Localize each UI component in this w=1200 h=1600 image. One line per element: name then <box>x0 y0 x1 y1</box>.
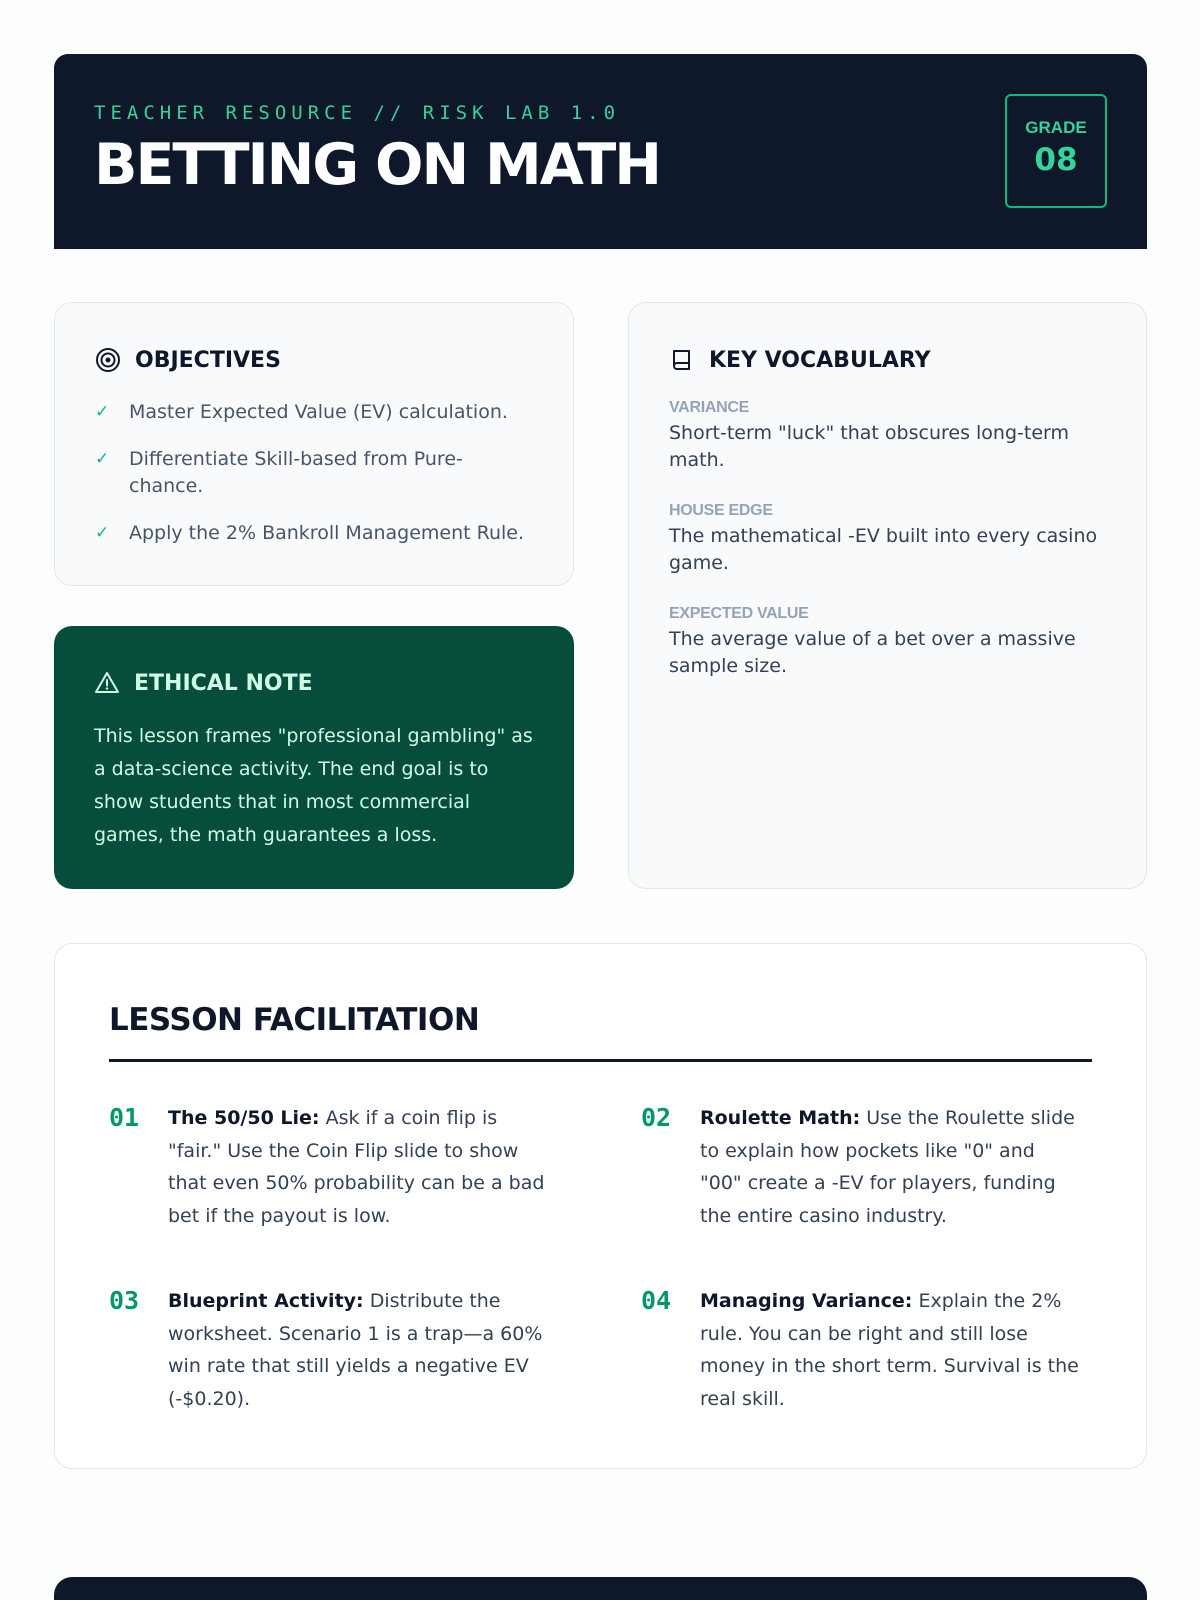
step-body: Distribute the worksheet. Scenario 1 is a trap—a 60% win rate that still yields a negative EV (-$0.20). <box>168 1290 543 1410</box>
step-number: 01 <box>109 1103 140 1132</box>
objectives-list <box>95 399 543 567</box>
step-number: 02 <box>641 1103 672 1132</box>
target-icon <box>95 347 121 373</box>
step-heading: Blueprint Activity: <box>168 1290 364 1312</box>
list-item <box>95 399 543 426</box>
grade-badge <box>1005 94 1107 208</box>
lesson-step <box>109 1102 549 1232</box>
objectives-card <box>54 302 574 586</box>
vocabulary-term: HOUSE EDGE <box>669 502 773 519</box>
objective-text: Differentiate Skill-based from Pure-chance. <box>129 448 463 497</box>
lesson-step <box>109 1285 549 1415</box>
check-icon: ✓ <box>95 449 110 469</box>
lesson-facilitation-card <box>54 943 1147 1469</box>
step-text <box>700 1285 1081 1415</box>
objective-text: Apply the 2% Bankroll Management Rule. <box>129 522 525 544</box>
vocabulary-heading <box>669 347 931 373</box>
footer-bar <box>54 1577 1147 1600</box>
vocabulary-title: KEY VOCABULARY <box>709 347 931 373</box>
step-heading: The 50/50 Lie: <box>168 1107 320 1129</box>
vocabulary-item <box>669 605 1110 680</box>
page-title: BETTING ON MATH <box>94 132 660 198</box>
vocabulary-item <box>669 502 1110 577</box>
grade-number: 08 <box>1034 142 1078 178</box>
ethical-note-body: This lesson frames "professional gambling" as a data-science activity. The end goal is to show students that in most commercial games, the math guarantees a loss. <box>94 725 533 846</box>
step-text <box>168 1102 549 1232</box>
warning-icon <box>94 670 120 696</box>
ethical-note-heading <box>94 670 313 696</box>
objectives-heading <box>95 347 281 373</box>
vocabulary-definition: Short-term "luck" that obscures long-term math. <box>669 422 1070 471</box>
vocabulary-item <box>669 399 1110 474</box>
objective-text: Master Expected Value (EV) calculation. <box>129 401 508 423</box>
check-icon: ✓ <box>95 402 110 422</box>
grade-label: GRADE <box>1025 118 1087 137</box>
page-header <box>54 54 1147 249</box>
list-item <box>95 446 543 500</box>
objectives-title: OBJECTIVES <box>135 347 281 373</box>
check-icon: ✓ <box>95 523 110 543</box>
ethical-note-card <box>54 626 574 889</box>
step-heading: Roulette Math: <box>700 1107 861 1129</box>
list-item <box>95 520 543 547</box>
step-text <box>168 1285 549 1415</box>
lesson-step <box>641 1102 1081 1232</box>
step-body: Use the Roulette slide to explain how pockets like "0" and "00" create a -EV for players, funding the entire casino industry. <box>700 1107 1075 1227</box>
lesson-step <box>641 1285 1081 1415</box>
step-number: 04 <box>641 1286 672 1315</box>
vocabulary-term: VARIANCE <box>669 399 749 416</box>
step-body: Ask if a coin flip is "fair." Use the Coin Flip slide to show that even 50% probability can be a bad bet if the payout is low. <box>168 1107 545 1227</box>
step-heading: Managing Variance: <box>700 1290 913 1312</box>
vocabulary-definition: The average value of a bet over a massive sample size. <box>669 628 1076 677</box>
eyebrow-label: TEACHER RESOURCE // RISK LAB 1.0 <box>94 102 621 124</box>
title-divider <box>109 1059 1092 1062</box>
step-body: Explain the 2% rule. You can be right and still lose money in the short term. Survival is the real skill. <box>700 1290 1079 1410</box>
step-number: 03 <box>109 1286 140 1315</box>
vocabulary-definition: The mathematical -EV built into every casino game. <box>669 525 1098 574</box>
vocabulary-term: EXPECTED VALUE <box>669 605 809 622</box>
ethical-note-title: ETHICAL NOTE <box>134 670 313 696</box>
book-icon <box>669 347 695 373</box>
lesson-title: LESSON FACILITATION <box>109 1002 480 1038</box>
step-text <box>700 1102 1081 1232</box>
vocabulary-card <box>628 302 1147 889</box>
vocabulary-list <box>669 399 1110 708</box>
